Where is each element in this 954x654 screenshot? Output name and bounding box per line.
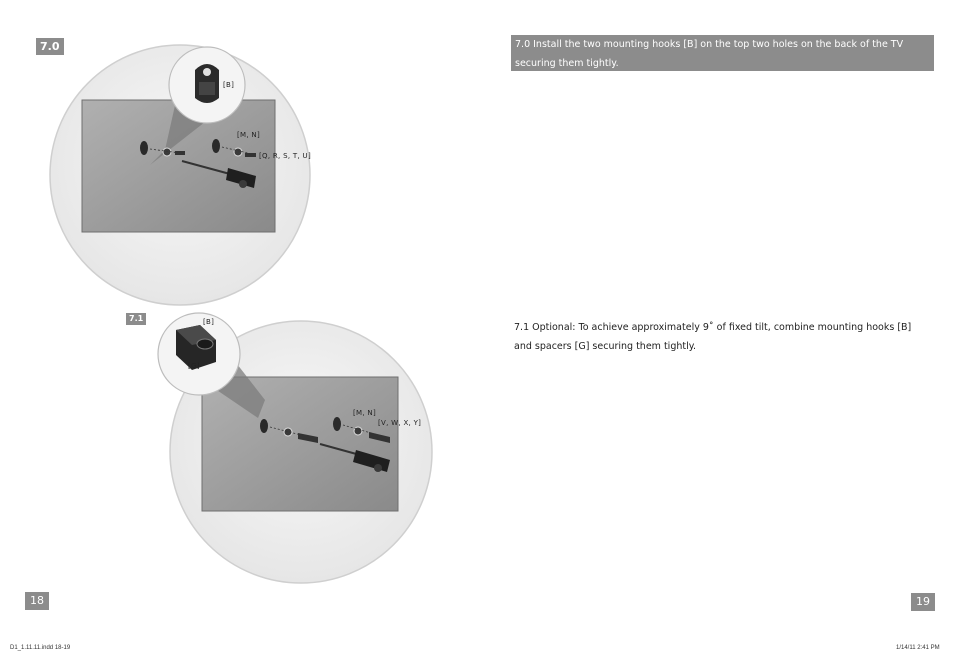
callout-mn-bottom: [M, N] [353,409,376,417]
page-number-left: 18 [25,592,49,610]
mounting-hook-icon [195,64,219,103]
step-7-1-instruction: 7.1 Optional: To achieve approximately 9˚ of fixed tilt, combine mounting hooks [B] and spacers [G] securing them tightly. [514,322,912,352]
callout-vwxy: [V, W, X, Y] [378,419,422,427]
callout-qrstu: [Q, R, S, T, U] [259,152,311,160]
footer-timestamp: 1/14/11 2:41 PM [896,645,940,651]
callout-b-bottom: [B] [203,318,215,326]
callout-g: [G] [188,362,200,370]
step-7-0-badge: 7.0 [36,38,64,55]
callout-b-top: [B] [223,81,235,89]
callout-mn-top: [M, N] [237,131,260,139]
page-number-right: 19 [911,593,935,611]
footer-file-name: D1_1.11.11.indd 18-19 [10,645,71,651]
figure-7-1 [158,313,432,583]
figure-7-0 [50,45,310,305]
step-7-1-badge: 7.1 [126,313,146,325]
step-7-0-instruction: 7.0 Install the two mounting hooks [B] on the top two holes on the back of the TV securing them tightly. [511,35,934,71]
